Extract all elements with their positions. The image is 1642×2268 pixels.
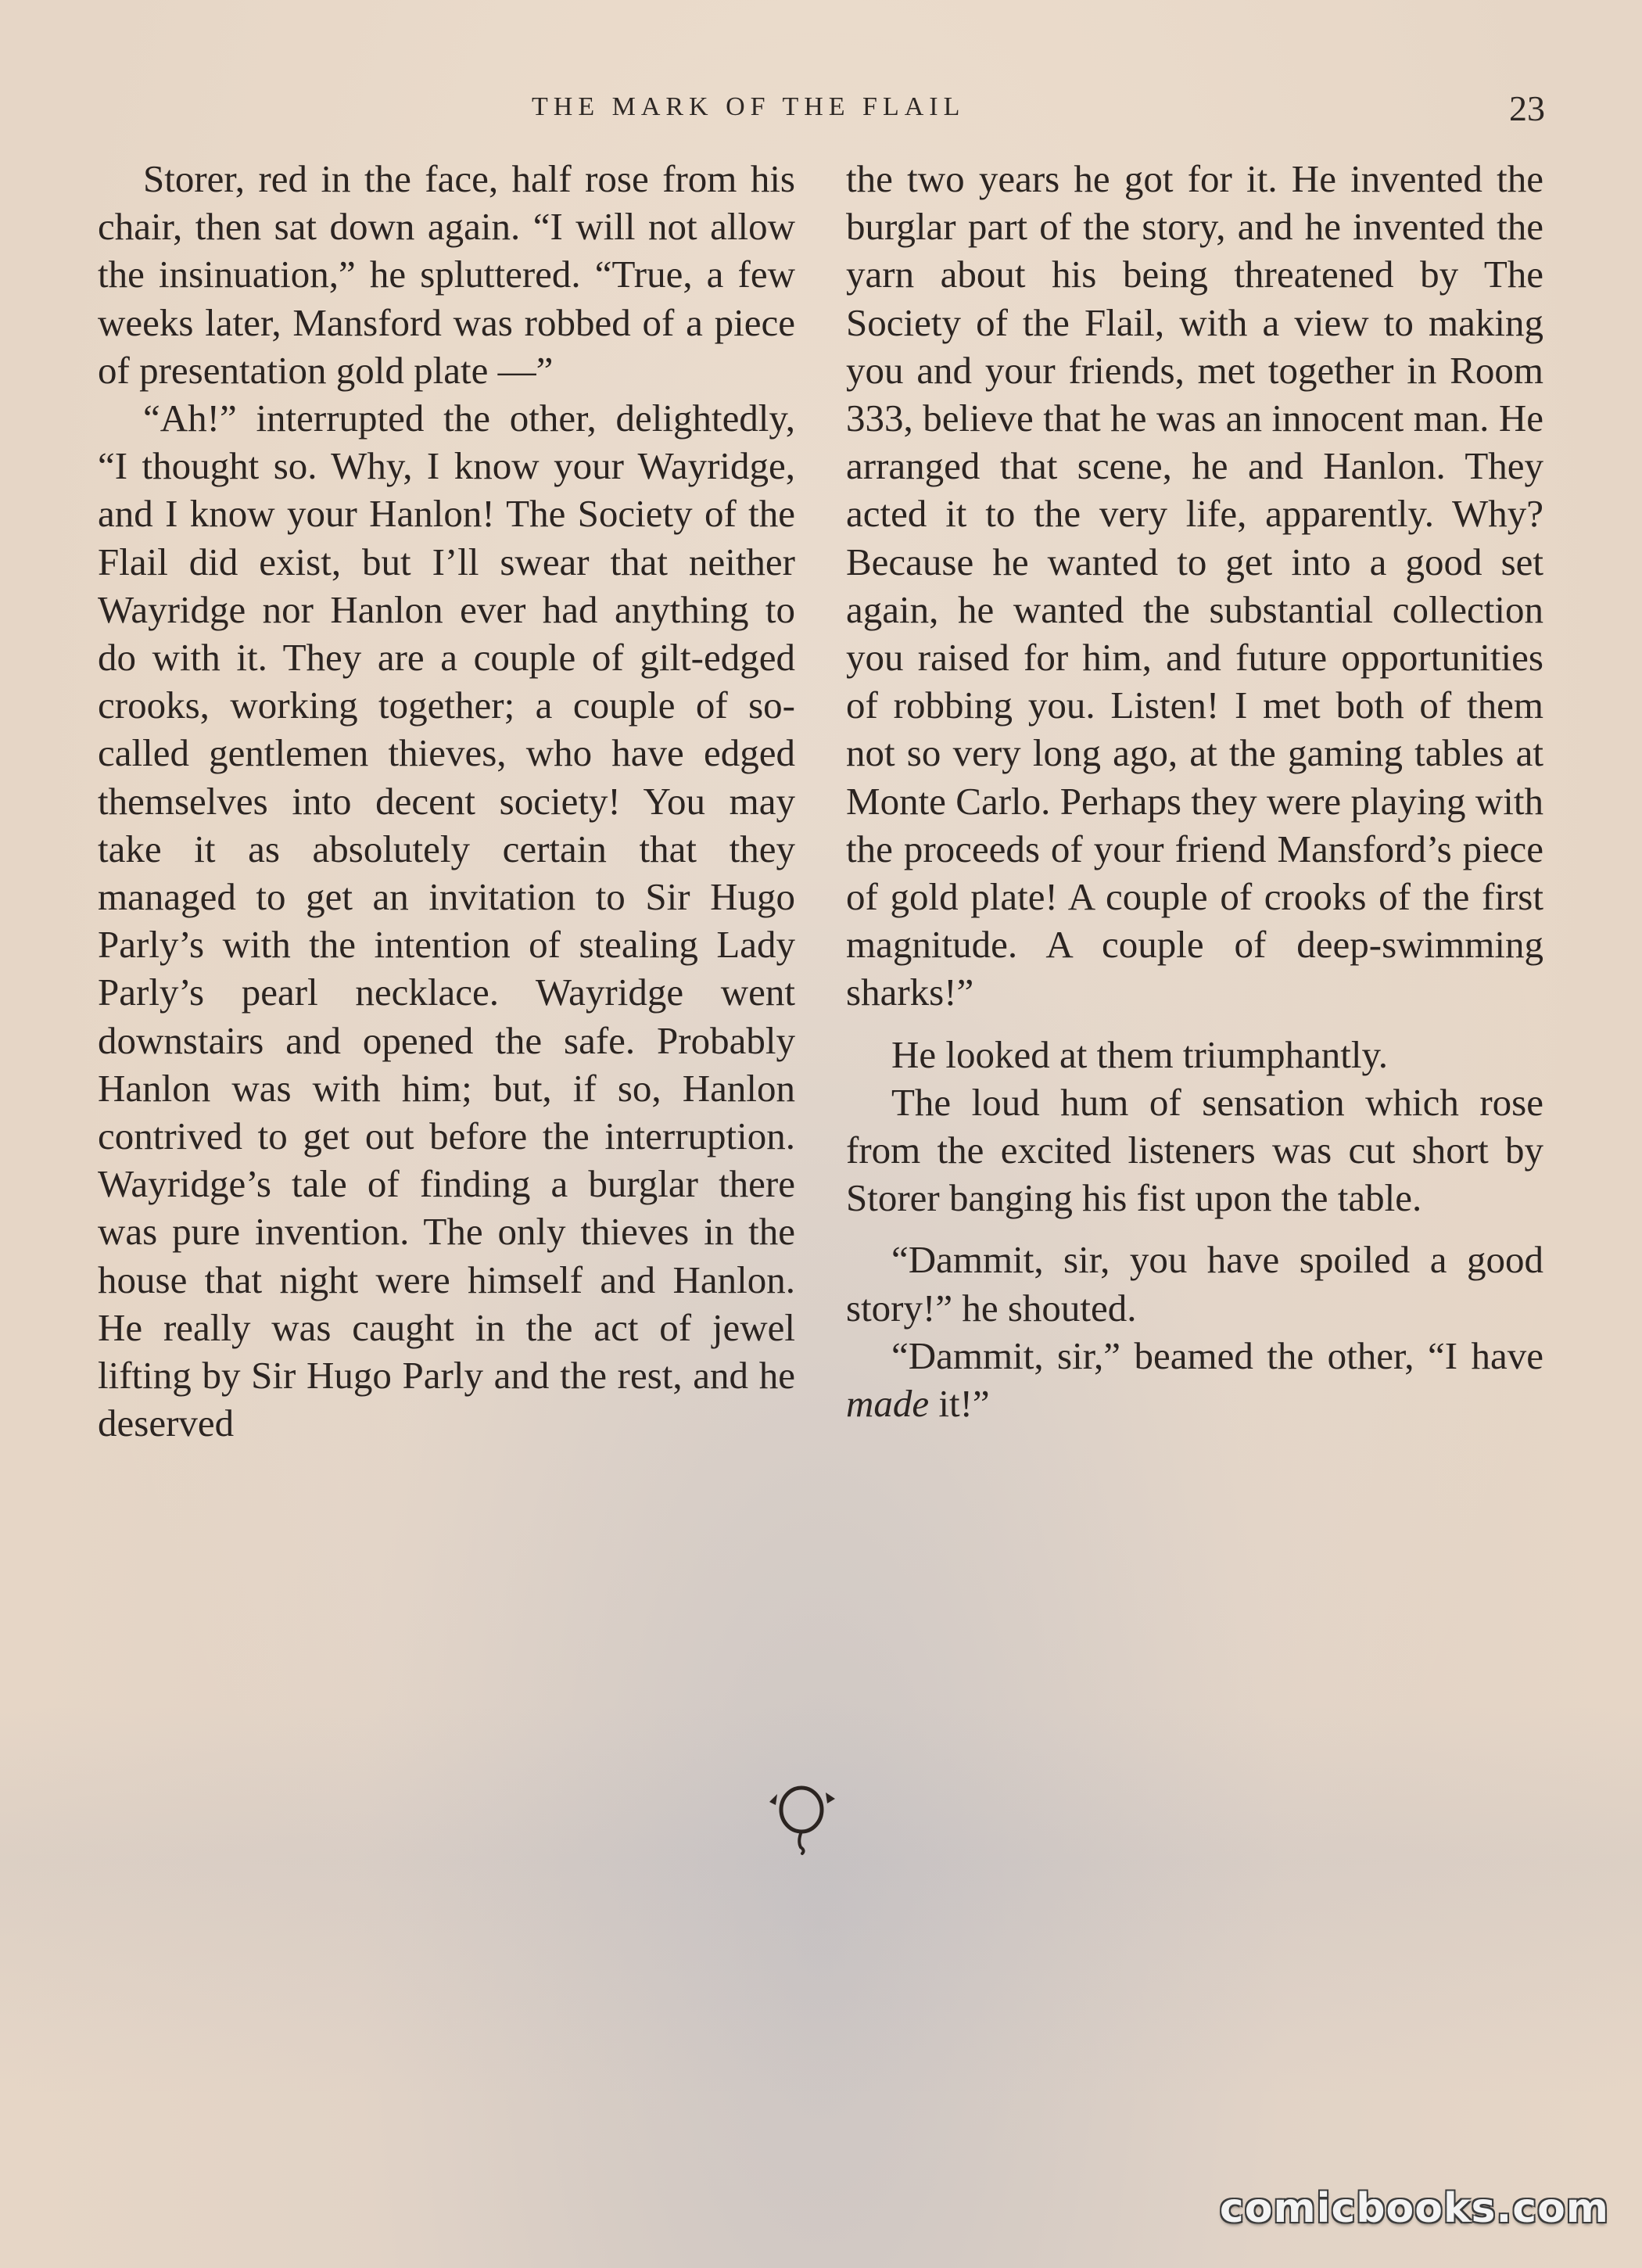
- right-column: [846, 155, 1543, 1427]
- page-number: 23: [1509, 88, 1545, 128]
- saint-halo-ornament-icon: [758, 1775, 844, 1861]
- paragraph-continued: the two years he got for it. He invented the burglar part of the story, and he invented the yarn about his being threatened by The Society of the Flail, with a view to making you and your friends, met together in Room 333, believe that he was an innocent man. He arranged that scene, he and Hanlon. They acted it to the very life, apparently. Why? Because he wanted to get into a good set again, he wanted the substantial collection you raised for him, and future opportunities of robbing you. Listen! I met both of them not so very long ago, at the gaming tables at Monte Carlo. Perhaps they were playing with the proceeds of your friend Mansford’s piece of gold plate! A couple of crooks of the first magnitude. A couple of deep-swimming sharks!”: [846, 157, 1543, 1014]
- left-column: [98, 155, 795, 1447]
- paragraph-text: “Dammit, sir,” beamed the other, “I have: [891, 1333, 1543, 1377]
- page-show-through: [0, 1705, 1642, 2096]
- watermark: comicbooks.com: [1219, 2185, 1609, 2232]
- running-title: THE MARK OF THE FLAIL: [532, 92, 966, 121]
- paragraph: The loud hum of sensation which rose from the excited listeners was cut short by Storer banging his fist upon the table.: [846, 1080, 1543, 1220]
- paragraph: “Dammit, sir, you have spoiled a good story!” he shouted.: [846, 1238, 1543, 1330]
- emphasis-text: made: [846, 1382, 930, 1426]
- paragraph: “Ah!” interrupted the other, delightedly, “I thought so. Why, I know your Wayridge, and I know your Hanlon! The Society of the Flail did exist, but I’ll swear that neither Wayridge nor Hanlon ever had anything to do with it. They are a couple of gilt-edged crooks, working together; a couple of so-called gentlemen thieves, who have edged themselves into decent society! You may take it as absolutely certain that they managed to get an invitation to Sir Hugo Parly’s with the intention of stealing Lady Parly’s pearl necklace. Wayridge went downstairs and opened the safe. Probably Hanlon was with him; but, if so, Hanlon contrived to get out before the interruption. Wayridge’s tale of finding a burglar there was pure invention. The only thieves in the house that night were himself and Hanlon. He really was caught in the act of jewel lifting by Sir Hugo Parly and the rest, and he deserved: [98, 397, 795, 1445]
- paragraph-final: [846, 1332, 1543, 1427]
- paragraph: He looked at them triumphantly.: [891, 1032, 1389, 1076]
- paragraph: Storer, red in the face, half rose from his chair, then sat down again. “I will not allow the insinuation,” he spluttered. “True, a few weeks later, Mansford was robbed of a piece of presentation gold plate —”: [98, 157, 795, 392]
- paragraph-text: it!”: [929, 1382, 990, 1426]
- running-head: [0, 88, 1642, 131]
